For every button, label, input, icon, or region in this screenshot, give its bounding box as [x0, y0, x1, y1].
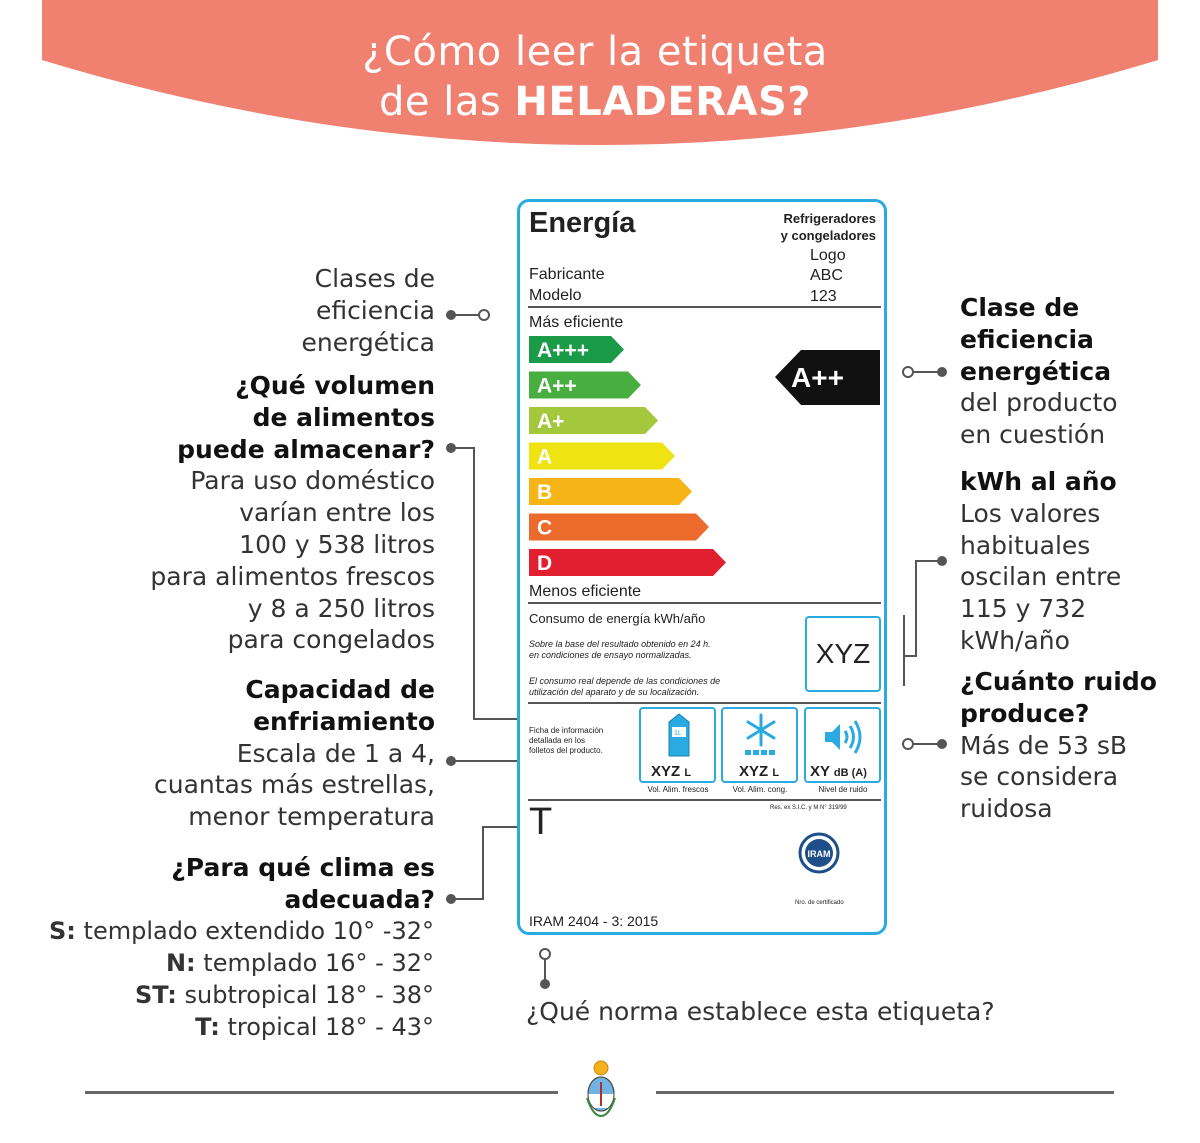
capacidad-title-line: Capacidad de — [245, 675, 435, 704]
efficiency-bar-label: A — [537, 445, 553, 469]
fresh-unit: L — [684, 767, 692, 779]
volumen-text-line: varían entre los — [239, 498, 435, 528]
kwh-text-line: Los valores — [960, 498, 1101, 528]
norma-text: IRAM 2404 - 3: 2015 — [529, 913, 659, 929]
kwh-text-line: kWh/año — [960, 625, 1070, 655]
volumen-title-line: puede almacenar? — [177, 434, 435, 464]
consumo-note2 — [529, 676, 720, 698]
efficiency-bar-d — [529, 549, 726, 576]
divider — [528, 602, 881, 604]
clima-row-s — [49, 916, 434, 948]
clase-block — [960, 292, 1190, 451]
noise-value — [810, 764, 867, 781]
clases-line: energética — [301, 327, 435, 357]
efficiency-bar-b — [529, 478, 692, 505]
fabricante-label: Fabricante — [529, 266, 605, 283]
footer-line-left — [85, 1091, 558, 1094]
mas-eficiente-label: Más eficiente — [529, 314, 624, 331]
kwh-text-line: 115 y 732 — [960, 594, 1087, 624]
consumo-value: XYZ — [805, 616, 881, 692]
volumen-text-line: para alimentos frescos — [150, 561, 435, 591]
efficiency-bar-label: B — [537, 481, 553, 504]
footer-line-right — [656, 1091, 1114, 1094]
fresh-value: XYZ — [651, 763, 681, 780]
efficiency-bar-label: D — [537, 552, 553, 575]
clima-code: N: — [165, 949, 196, 977]
consumo-note-line: utilización del aparato y de su localización. — [529, 687, 700, 697]
ruido-text-line: Más de 53 sB — [960, 730, 1127, 760]
milk-carton-icon — [666, 713, 692, 757]
consumo-note-line: en condiciones de ensayo normalizadas. — [529, 650, 692, 660]
clima-row-st — [135, 980, 434, 1012]
noise-caption: Nivel de ruido — [818, 785, 868, 794]
clase-text-line: del producto — [960, 388, 1118, 418]
divider — [528, 799, 881, 801]
modelo-value: 123 — [810, 288, 837, 305]
capacidad-text-line: Escala de 1 a 4, — [236, 738, 435, 768]
ficha-text — [529, 726, 603, 756]
ruido-text-line: se considera — [960, 762, 1119, 792]
logo-value: Logo — [810, 247, 846, 264]
kwh-text-line: oscilan entre — [960, 562, 1122, 592]
capacidad-title-line: enfriamiento — [253, 706, 435, 736]
product-class-text: A++ — [791, 362, 844, 393]
fresh-volume-value — [651, 764, 691, 781]
menos-eficiente-label: Menos eficiente — [529, 583, 642, 600]
connector-kwh — [904, 561, 942, 656]
page-title-line1: ¿Cómo leer la etiqueta — [362, 29, 828, 75]
argentina-coat-of-arms-icon — [583, 1058, 619, 1120]
capacidad-text-line: cuantas más estrellas, — [154, 770, 435, 800]
consumo-title: Consumo de energía kWh/año — [529, 611, 706, 626]
clases-line: Clases de — [314, 264, 435, 293]
ficha-line: folletos del producto. — [529, 746, 603, 755]
kwh-block — [960, 466, 1190, 657]
clases-line: eficiencia — [315, 295, 435, 325]
clima-code: S: — [49, 917, 76, 945]
carton-label: 1L — [674, 730, 682, 737]
noise-box — [804, 707, 881, 783]
freeze-volume-value — [739, 764, 779, 781]
label-category — [781, 210, 876, 244]
clima-title-line: ¿Para qué clima es — [171, 853, 435, 882]
product-class-arrow — [775, 350, 883, 408]
volumen-text-line: para congelados — [227, 625, 435, 655]
noise-number: XY — [810, 763, 830, 780]
clase-text-line: en cuestión — [960, 420, 1106, 450]
clase-title-line: energética — [960, 356, 1112, 386]
iram-logo — [798, 830, 840, 882]
volumen-title-line: ¿Qué volumen — [235, 371, 435, 400]
clase-title-line: eficiencia — [960, 324, 1094, 354]
clima-desc: templado extendido 10° -32° — [75, 917, 434, 945]
ficha-line: Ficha de información — [529, 726, 604, 735]
clima-desc: templado 16° - 32° — [195, 949, 434, 977]
clima-desc: subtropical 18° - 38° — [176, 981, 434, 1009]
divider — [528, 702, 881, 704]
freeze-unit: L — [772, 767, 780, 779]
capacidad-block — [100, 674, 435, 833]
label-title: Energía — [529, 207, 636, 239]
efficiency-bar-label: A++ — [537, 374, 577, 398]
connector-clima — [451, 827, 526, 899]
volumen-text-line: 100 y 538 litros — [239, 529, 435, 559]
clima-row-t — [195, 1012, 434, 1044]
freeze-value: XYZ — [739, 763, 769, 780]
climate-letter: T — [529, 801, 553, 843]
snowflake-icon — [741, 712, 781, 758]
volumen-text-line: y 8 a 250 litros — [247, 593, 435, 623]
clases-eficiencia-text — [100, 263, 435, 358]
consumo-note-line: El consumo real depende de las condiciones de — [529, 676, 721, 686]
category-line: y congeladores — [780, 228, 876, 243]
page-title-bold: HELADERAS? — [514, 79, 811, 125]
clase-title-line: Clase de — [960, 293, 1080, 322]
modelo-label: Modelo — [529, 287, 582, 304]
clima-code: T: — [195, 1013, 220, 1041]
clima-title — [100, 852, 435, 916]
category-line: Refrigeradores — [783, 211, 876, 226]
clima-desc: tropical 18° - 43° — [219, 1013, 434, 1041]
fresh-volume-box — [639, 707, 716, 783]
ruido-title-line: ¿Cuánto ruido — [960, 667, 1157, 696]
volumen-text-line: Para uso doméstico — [190, 466, 435, 496]
consumo-note1 — [529, 639, 711, 661]
capacidad-text-line: menor temperatura — [188, 802, 435, 832]
page-title-pre: de las — [379, 79, 515, 125]
ruido-block — [960, 666, 1190, 825]
volumen-block — [100, 370, 435, 656]
efficiency-scale — [529, 336, 739, 582]
energy-label — [517, 199, 887, 935]
freeze-caption: Vol. Alim. cong. — [732, 785, 788, 794]
efficiency-bar-c — [529, 514, 709, 541]
ruido-text-line: ruidosa — [960, 794, 1053, 824]
kwh-title: kWh al año — [960, 467, 1117, 496]
iram-logo-text: IRAM — [807, 849, 831, 859]
norma-question: ¿Qué norma establece esta etiqueta? — [526, 997, 995, 1026]
certificado-text: Nro. de certificado — [795, 900, 844, 906]
clima-row-n — [166, 948, 434, 980]
fresh-caption: Vol. Alim. frescos — [647, 785, 709, 794]
kwh-text-line: habituales — [960, 530, 1091, 560]
ficha-line: detallada en los — [529, 736, 586, 745]
freezer-volume-box — [721, 707, 798, 783]
noise-unit: dB (A) — [833, 767, 867, 779]
consumo-note-line: Sobre la base del resultado obtenido en 24 h. — [529, 639, 711, 649]
efficiency-bar-label: A+ — [537, 410, 565, 433]
clima-code: ST: — [134, 981, 177, 1009]
fabricante-value: ABC — [810, 267, 843, 284]
ruido-title-line: produce? — [960, 698, 1090, 728]
speaker-icon — [822, 717, 868, 757]
divider — [528, 306, 881, 308]
clima-title-line: adecuada? — [284, 884, 435, 914]
volumen-title-line: de alimentos — [252, 402, 435, 432]
efficiency-bar-label: A+++ — [537, 339, 589, 362]
efficiency-bar-label: C — [537, 516, 553, 540]
resolucion-text: Res. ex S.I.C. y M N° 319/99 — [770, 805, 847, 811]
